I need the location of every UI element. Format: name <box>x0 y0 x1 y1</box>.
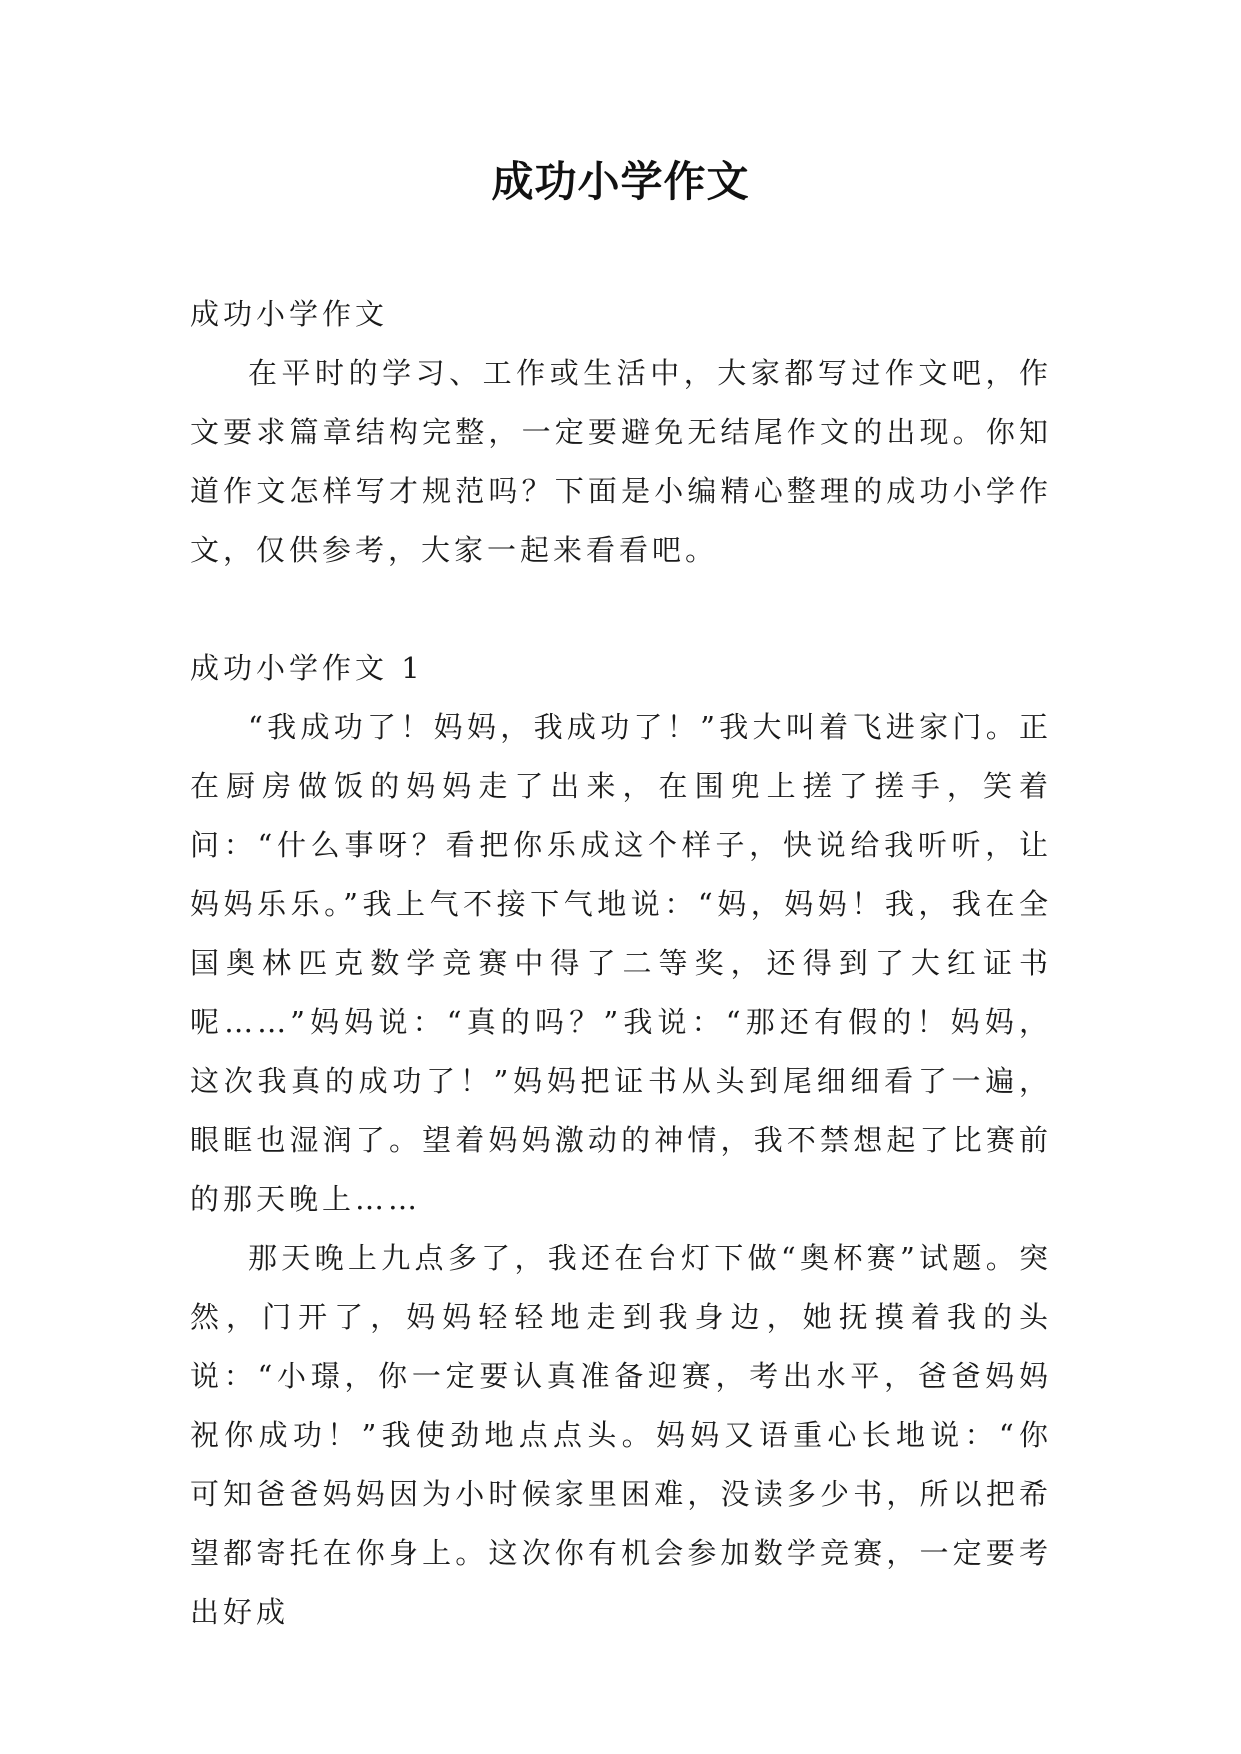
section-heading: 成功小学作文 <box>190 297 389 331</box>
intro-paragraph: 在平时的学习、工作或生活中，大家都写过作文吧，作文要求篇章结构完整，一定要避免无结尾作文的出现。你知道作文怎样写才规范吗？下面是小编精心整理的成功小学作文，仅供参考，大家一起来看看吧。 <box>190 356 1052 567</box>
paragraph-spacer <box>190 580 1052 639</box>
essay-paragraph: “我成功了！妈妈，我成功了！”我大叫着飞进家门。正在厨房做饭的妈妈走了出来，在围兜上搓了搓手，笑着问：“什么事呀？看把你乐成这个样子，快说给我听听，让妈妈乐乐。”我上气不接下气地说：“妈，妈妈！我，我在全国奥林匹克数学竞赛中得了二等奖，还得到了大红证书呢……”妈妈说：“真的吗？”我说：“那还有假的！妈妈，这次我真的成功了！”妈妈把证书从头到尾细细看了一遍，眼眶也湿润了。望着妈妈激动的神情，我不禁想起了比赛前的那天晚上…… <box>190 710 1052 1216</box>
essay-paragraph: 那天晚上九点多了，我还在台灯下做“奥杯赛”试题。突然，门开了，妈妈轻轻地走到我身边，她抚摸着我的头说：“小璟，你一定要认真准备迎赛，考出水平，爸爸妈妈祝你成功！”我使劲地点点头。妈妈又语重心长地说：“你可知爸爸妈妈因为小时候家里困难，没读多少书，所以把希望都寄托在你身上。这次你有机会参加数学竞赛，一定要考出好成 <box>190 1241 1052 1629</box>
document-title: 成功小学作文 <box>491 157 750 206</box>
essay-heading: 成功小学作文 1 <box>190 651 424 685</box>
document-body <box>190 285 1052 1642</box>
